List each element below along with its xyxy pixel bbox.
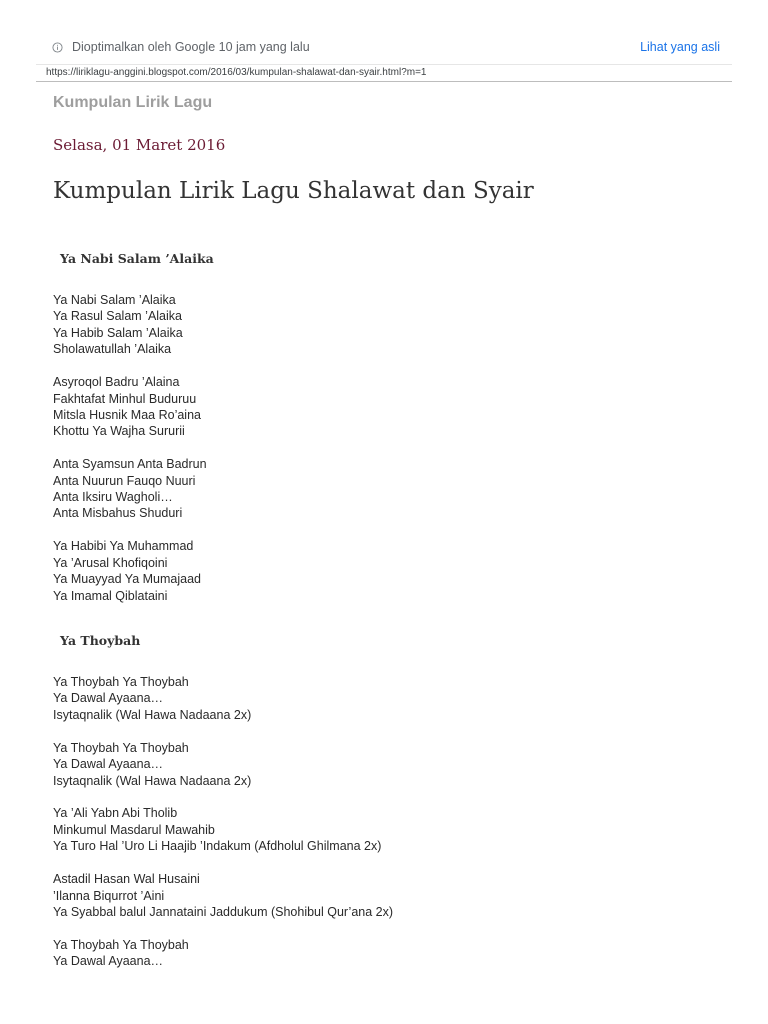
post-title: Kumpulan Lirik Lagu Shalawat dan Syair [53,178,534,204]
lyric-line: Ya Dawal Ayaana… [53,954,164,969]
lyric-line: Ya Dawal Ayaana… [53,757,164,772]
song-title: Ya Thoybah [60,633,141,648]
lyric-line: Sholawatullah ’Alaika [53,342,172,357]
stanza [53,871,728,920]
lyric-line: Anta Nuurun Fauqo Nuuri [53,473,196,488]
lyric-line: Ya Imamal Qiblataini [53,588,168,603]
amp-viewer-header [36,30,732,82]
lyric-line: Asyroqol Badru ’Alaina [53,375,180,390]
song-title: Ya Nabi Salam ’Alaika [60,251,214,266]
amp-optimized-note: Dioptimalkan oleh Google 10 jam yang lalu [72,40,310,54]
song-lyrics [53,292,728,604]
post-content [53,92,728,970]
lyric-line: Ya Turo Hal ’Uro Li Haajib ’Indakum (Afdholul Ghilmana 2x) [53,839,382,854]
lyric-line: Mitsla Husnik Maa Ro’aina [53,407,201,422]
lyric-line: Ya Thoybah Ya Thoybah [53,675,189,689]
lyric-line: Anta Misbahus Shuduri [53,506,183,521]
stanza [53,456,728,522]
lyric-line: Fakhtafat Minhul Buduruu [53,391,197,406]
divider [36,64,732,65]
stanza [53,937,728,970]
lyric-line: Ya Dawal Ayaana… [53,691,164,706]
lyric-line: Ya Muayyad Ya Mumajaad [53,572,201,587]
stanza [53,374,728,440]
lyric-line: Ya Syabbal balul Jannataini Jaddukum (Shohibul Qur’ana 2x) [53,904,394,919]
lyric-line: Ya Nabi Salam ’Alaika [53,293,176,307]
post-date: Selasa, 01 Maret 2016 [53,136,226,154]
info-icon[interactable] [50,40,64,54]
lyric-line: Ya Thoybah Ya Thoybah [53,937,189,952]
song-lyrics [53,674,728,970]
divider [36,81,732,82]
blog-title[interactable]: Kumpulan Lirik Lagu [53,94,213,111]
lyric-line: Isytaqnalik (Wal Hawa Nadaana 2x) [53,773,252,788]
lyric-line: Ya Thoybah Ya Thoybah [53,740,189,755]
lyric-line: Ya Habib Salam ’Alaika [53,325,183,340]
view-original-link[interactable]: Lihat yang asli [640,40,720,54]
lyric-line: Khottu Ya Wajha Sururii [53,424,185,439]
lyric-line: Anta Iksiru Wagholi… [53,490,173,505]
lyric-line: Minkumul Masdarul Mawahib [53,822,215,837]
source-url[interactable]: https://liriklagu-anggini.blogspot.com/2016/03/kumpulan-shalawat-dan-syair.html?m=1 [46,67,427,78]
stanza [53,538,728,604]
lyric-line: Anta Syamsun Anta Badrun [53,457,207,472]
stanza [53,292,728,358]
stanza [53,740,728,789]
lyric-line: Ya ’Arusal Khofiqoini [53,555,168,570]
lyric-line: Isytaqnalik (Wal Hawa Nadaana 2x) [53,707,252,722]
lyric-line: Ya Rasul Salam ’Alaika [53,309,182,324]
stanza [53,674,728,723]
stanza [53,805,728,854]
lyric-line: ’Ilanna Biqurrot ’Aini [53,888,165,903]
amp-info-bar [36,30,732,64]
lyric-line: Astadil Hasan Wal Husaini [53,872,200,887]
lyric-line: Ya ’Ali Yabn Abi Tholib [53,806,178,821]
lyric-line: Ya Habibi Ya Muhammad [53,539,194,554]
